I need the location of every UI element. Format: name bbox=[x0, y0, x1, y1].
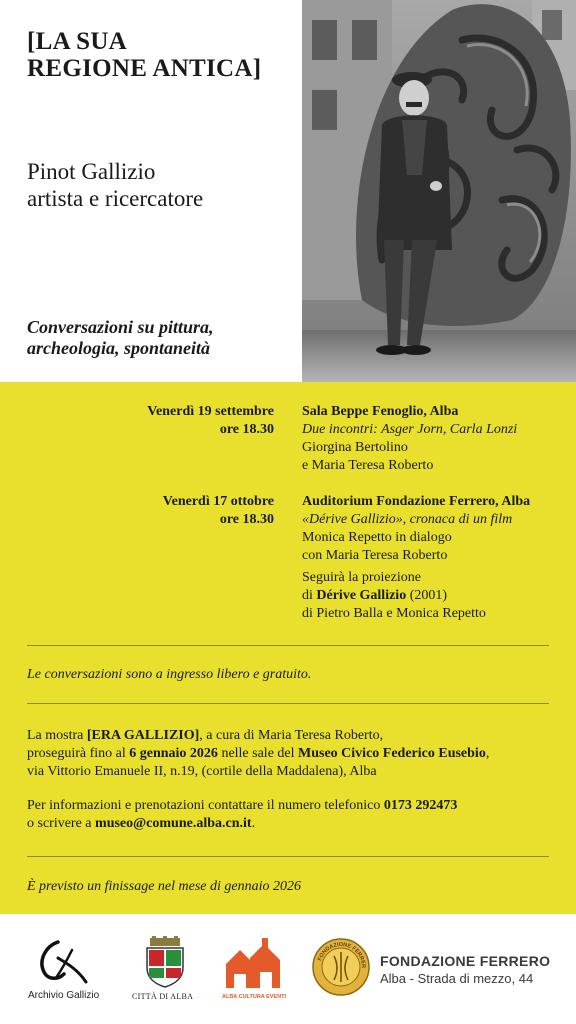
exhibition-title bbox=[27, 28, 261, 82]
museum-name: Museo Civico Federico Eusebio bbox=[298, 746, 486, 761]
exhibition-text: proseguirà fino al bbox=[27, 746, 130, 761]
artist-photo bbox=[302, 0, 576, 382]
event-1-speaker-1: Giorgina Bertolino bbox=[302, 440, 408, 455]
exhibition-name: [ERA GALLIZIO] bbox=[86, 728, 200, 743]
event-2-screening-note: Seguirà la proiezione bbox=[302, 570, 421, 585]
alba-houses-icon bbox=[222, 938, 284, 990]
event-1-speaker-2: e Maria Teresa Roberto bbox=[302, 458, 434, 473]
exhibition-text: nelle sale del bbox=[217, 746, 299, 761]
info-line-2 bbox=[27, 815, 567, 833]
event-2-screening-title bbox=[302, 587, 572, 605]
program-section bbox=[0, 382, 576, 914]
event-2-venue: Auditorium Fondazione Ferrero, Alba bbox=[302, 494, 531, 509]
email-link[interactable]: museo@comune.alba.cn.it bbox=[95, 816, 252, 831]
divider bbox=[27, 703, 549, 704]
event-2-details bbox=[302, 493, 572, 623]
museum-address: via Vittorio Emanuele II, n.19, (cortile della Maddalena), Alba bbox=[27, 764, 377, 779]
citta-di-alba-caption: CITTÀ DI ALBA bbox=[132, 992, 194, 1001]
event-2-speaker-1: Monica Repetto in dialogo bbox=[302, 530, 452, 545]
exhibition-text: La mostra bbox=[27, 728, 87, 743]
divider bbox=[27, 856, 549, 857]
screening-prefix: di bbox=[302, 588, 317, 603]
info-text: Per informazioni e prenotazioni contattare il numero telefonico bbox=[27, 798, 384, 813]
tagline bbox=[27, 317, 214, 359]
exhibition-line-2 bbox=[27, 745, 567, 763]
fondazione-ferrero-name: FONDAZIONE FERRERO bbox=[380, 953, 551, 969]
phone-number[interactable]: 0173 292473 bbox=[383, 798, 458, 813]
event-1-details bbox=[302, 403, 572, 475]
free-entry-note: Le conversazioni sono a ingresso libero e gratuito. bbox=[27, 667, 312, 682]
exhibition-end-date: 6 gennaio 2026 bbox=[129, 746, 218, 761]
title-line-2: REGIONE ANTICA] bbox=[27, 55, 262, 82]
event-1-time: ore 18.30 bbox=[219, 422, 274, 437]
event-1-topic: Due incontri: Asger Jorn, Carla Lonzi bbox=[302, 422, 518, 437]
event-2-screening-authors: di Pietro Balla e Monica Repetto bbox=[302, 606, 486, 621]
event-2-datetime bbox=[163, 493, 274, 529]
fondazione-ferrero-seal bbox=[312, 938, 370, 996]
screening-film-title: Dérive Gallizio bbox=[316, 588, 407, 603]
tagline-line-1: Conversazioni su pittura, bbox=[27, 317, 214, 337]
header-section bbox=[0, 0, 576, 382]
archivio-gallizio-logo bbox=[28, 938, 108, 1008]
subtitle-line-2: artista e ricercatore bbox=[27, 186, 204, 211]
alba-eventi-caption: ALBA CULTURA EVENTI bbox=[222, 994, 286, 1000]
exhibition-text: , bbox=[485, 746, 490, 761]
archivio-gallizio-caption: Archivio Gallizio bbox=[28, 990, 100, 1001]
finissage-note: È previsto un finissage nel mese di gennaio 2026 bbox=[27, 879, 301, 894]
event-1-datetime bbox=[147, 403, 274, 439]
sponsors-footer bbox=[0, 914, 576, 1024]
event-1-date: Venerdì 19 settembre bbox=[147, 404, 274, 419]
citta-di-alba-logo bbox=[130, 936, 200, 1008]
event-1-venue: Sala Beppe Fenoglio, Alba bbox=[302, 404, 459, 419]
exhibition-paragraph bbox=[27, 727, 567, 781]
ferrero-seal-text: FONDAZIONE FERRER bbox=[317, 941, 367, 969]
divider bbox=[27, 645, 549, 646]
city-crest-icon bbox=[130, 936, 200, 988]
fondazione-ferrero-address: Alba - Strada di mezzo, 44 bbox=[380, 971, 534, 986]
event-2-date: Venerdì 17 ottobre bbox=[162, 494, 274, 509]
title-line-1: [LA SUA bbox=[27, 28, 128, 55]
alba-cultura-eventi-logo bbox=[222, 938, 288, 1008]
info-text: o scrivere a bbox=[27, 816, 96, 831]
info-line-1 bbox=[27, 797, 567, 815]
tagline-line-2: archeologia, spontaneità bbox=[27, 338, 211, 358]
exhibition-text: , a cura di Maria Teresa Roberto, bbox=[199, 728, 384, 743]
event-2-time: ore 18.30 bbox=[219, 512, 274, 527]
archivio-gallizio-mark-icon bbox=[28, 938, 108, 986]
event-2-speaker-2: con Maria Teresa Roberto bbox=[302, 548, 448, 563]
subtitle-line-1: Pinot Gallizio bbox=[27, 159, 156, 184]
event-2-topic: «Dérive Gallizio», cronaca di un film bbox=[302, 512, 513, 527]
event-subtitle bbox=[27, 158, 203, 212]
info-paragraph bbox=[27, 797, 567, 833]
exhibition-line-1 bbox=[27, 727, 567, 745]
ferrero-seal-icon bbox=[312, 938, 370, 996]
screening-year: (2001) bbox=[406, 588, 448, 603]
info-text: . bbox=[251, 816, 256, 831]
